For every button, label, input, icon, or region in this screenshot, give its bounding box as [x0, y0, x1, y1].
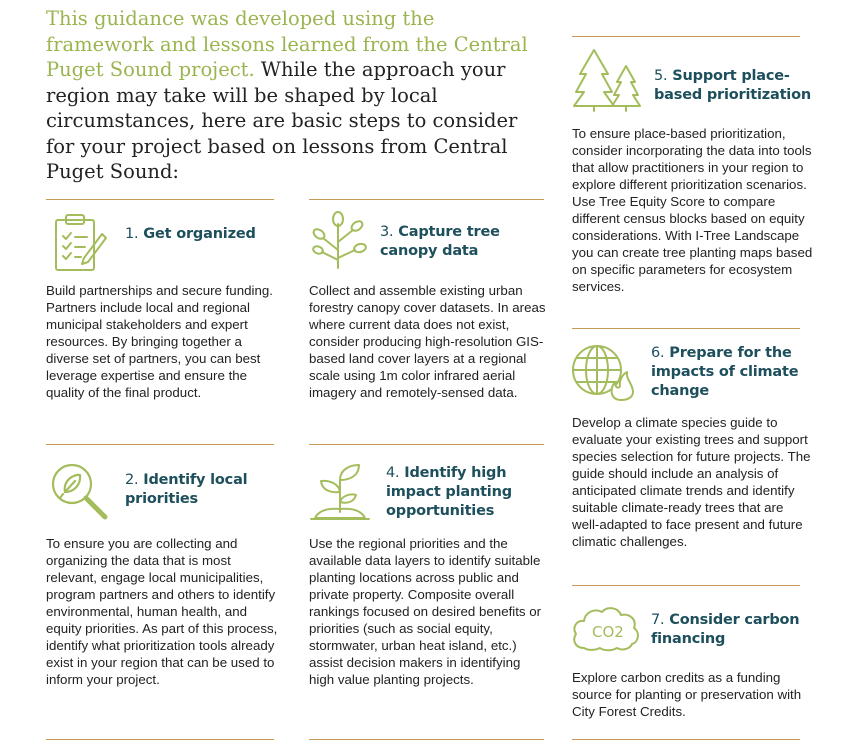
clipboard-icon [52, 212, 108, 274]
step-4-title: 4. Identify high impact planting opportunities [386, 465, 512, 519]
tree-branches-icon [309, 210, 367, 270]
step-2-title: 2. Identify local priorities [125, 472, 248, 507]
step-1-body: Build partnerships and secure funding. Partners include local and regional municipal stakeholders and expert resources. By bringing together a diverse set of partners, you can best leverage expertise and ensure the quality of the final product. [46, 283, 273, 400]
divider [309, 444, 544, 445]
step-7-body: Explore carbon credits as a funding source for planting or preservation with City Forest Credits. [572, 670, 802, 719]
intro-highlight: This guidance was developed using the framework and lessons learned from the Central Puget Sound project. [46, 7, 528, 81]
intro-text: While the approach your region may take will be shaped by local circumstances, here are basic steps to consider for your project based on lessons from Central Puget Sound: [46, 58, 518, 183]
magnifier-leaf-icon [48, 460, 110, 522]
pine-trees-icon [572, 48, 644, 112]
step-3-title: 3. Capture tree canopy data [380, 224, 500, 259]
step-6-body: Develop a climate species guide to evaluate your existing trees and support species selection for future projects. The guide should include an analysis of anticipated climate trends and identify suitable climate-ready trees that are well-adapted to face present and future climatic challenges. [572, 415, 811, 549]
divider [572, 739, 800, 740]
step-7-title: 7. Consider carbon financing [651, 612, 800, 647]
divider [572, 585, 800, 586]
divider [572, 36, 800, 37]
step-5-title: 5. Support place-based prioritization [654, 68, 811, 103]
divider [309, 739, 544, 740]
step-2-body: To ensure you are collecting and organizing the data that is most relevant, engage local municipalities, program partners and others to identify environmental, human health, and equity priorities. As part of this process, identify what prioritization tools already exist in your region that can be used to inform your project. [46, 536, 278, 687]
step-6-title: 6. Prepare for the impacts of climate change [651, 345, 799, 399]
divider [309, 199, 544, 200]
intro-paragraph [46, 6, 546, 185]
step-5-body: To ensure place-based prioritization, consider incorporating the data into tools that allow practitioners in your region to explore different prioritization scenarios. Use Tree Equity Score to compare different census blocks based on equity considerations. With I-Tree Landscape you can create tree planting maps based on specific parameters for ecosystem services. [572, 126, 813, 294]
step-4-body: Use the regional priorities and the available data layers to identify suitable planting locations across public and private property. Composite overall rankings focused on desired benefits or priorities (such as social equity, stormwater, urban heat island, etc.) assist decision makers in identifying high value planting projects. [309, 536, 542, 687]
seedling-icon [309, 462, 371, 522]
step-3-body: Collect and assemble existing urban forestry canopy cover datasets. In areas where current data does not exist, consider producing high-resolution GIS-based land cover layers at a regional scale using 1m color infrared aerial imagery and remotely-sensed data. [309, 283, 546, 400]
co2-label: CO2 [592, 623, 624, 641]
co2-cloud-icon [570, 604, 642, 652]
divider [46, 444, 274, 445]
divider [46, 199, 274, 200]
divider [46, 739, 274, 740]
step-1-title: 1. Get organized [125, 226, 256, 242]
divider [572, 328, 800, 329]
globe-flame-icon [571, 342, 637, 402]
